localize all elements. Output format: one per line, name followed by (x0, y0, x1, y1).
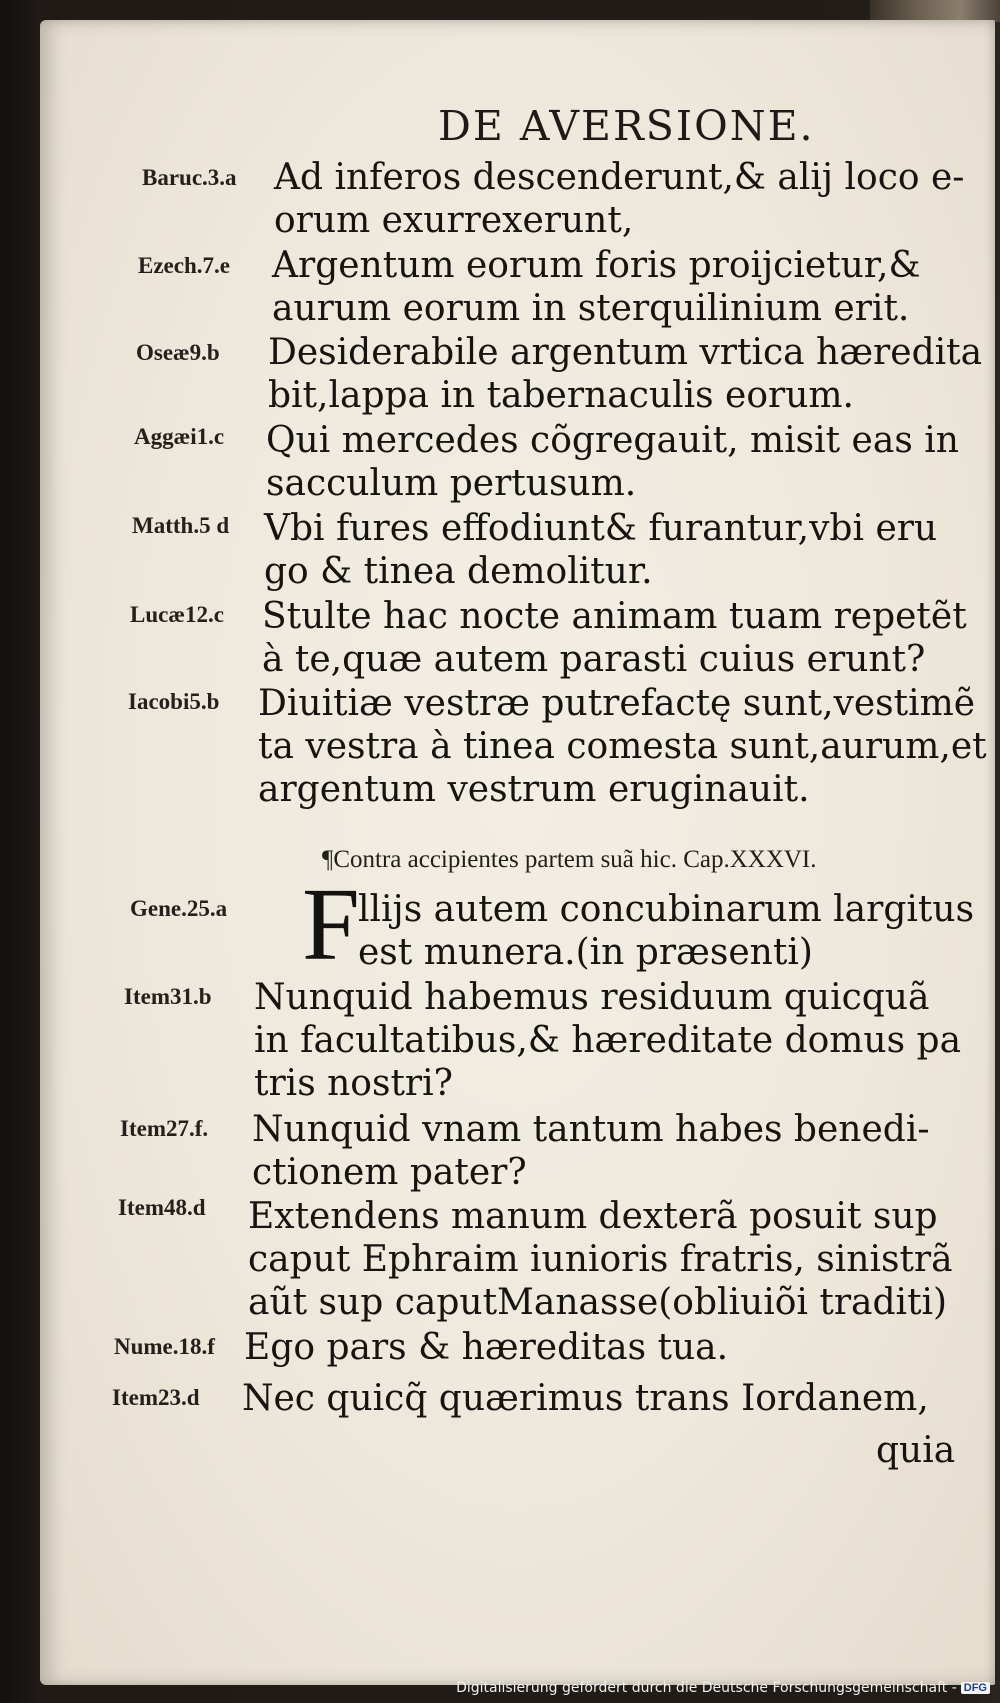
digitization-credit (456, 1678, 990, 1698)
scripture-reference: Aggæi1.c (134, 424, 225, 449)
entry-text: Argentum eorum foris proijcietur,& aurum eorum in sterquilinium erit. (272, 245, 921, 329)
entry-text: Ad inferos descenderunt,& alij loco e- orum exurrexerunt, (274, 157, 965, 241)
entry-text: Extendens manum dexterã posuit sup caput Ephraim iunioris fratris, sinistrã aũt sup caputManasse(obliuiõi traditi) (248, 1196, 953, 1323)
scripture-reference: Gene.25.a (130, 896, 228, 921)
scripture-reference: Iacobi5.b (128, 689, 220, 714)
entry-text: Qui mercedes cõgregauit, misit eas in sacculum pertusum. (266, 420, 959, 504)
entry-text: Nunquid vnam tantum habes benedi- ctionem pater? (252, 1109, 930, 1193)
decorated-initial: F (302, 867, 360, 982)
scripture-reference: Item23.d (112, 1385, 200, 1410)
chapter-heading: ¶Contra accipientes partem suã hic. Cap.XXXVI. (322, 846, 817, 873)
scripture-reference: Lucæ12.c (130, 602, 224, 627)
scripture-reference: Item31.b (124, 984, 212, 1009)
entry-text: Stulte hac nocte animam tuam repetẽt à te,quæ autem parasti cuius erunt? (262, 596, 967, 680)
book-edge (870, 0, 1000, 22)
scripture-reference: Oseæ9.b (136, 340, 220, 365)
scripture-reference: Nume.18.f (114, 1334, 215, 1359)
entry-text: Nec quicq̃ quærimus trans Iordanem, (242, 1378, 929, 1419)
entry-text: Nunquid habemus residuum quicquã in facultatibus,& hæreditate domus pa tris nostri? (254, 977, 962, 1104)
scripture-reference: Baruc.3.a (142, 165, 237, 190)
catchword: quia (876, 1430, 956, 1471)
entry-text: Desiderabile argentum vrtica hæredita bit,lappa in tabernaculis eorum. (268, 332, 983, 416)
credit-text: Digitalisierung gefördert durch die Deutsche Forschungsgemeinschaft - (456, 1680, 957, 1696)
scripture-reference: Item27.f. (120, 1116, 209, 1141)
entry-text: Diuitiæ vestræ putrefactę sunt,vestimẽ ta vestra à tinea comesta sunt,aurum,et argentum vestrum eruginauit. (258, 683, 987, 810)
scripture-reference: Matth.5 d (132, 513, 230, 538)
entry-text: Ego pars & hæreditas tua. (244, 1327, 729, 1368)
entry-text: Vbi fures effodiunt& furantur,vbi eru go & tinea demolitur. (264, 508, 938, 592)
scripture-reference: Ezech.7.e (138, 253, 230, 278)
book-page (40, 20, 995, 1685)
entry-text: llijs autem concubinarum largitus est munera.(in præsenti) (358, 889, 975, 973)
scripture-reference: Item48.d (118, 1195, 206, 1220)
running-head: DE AVERSIONE. (438, 102, 815, 150)
dfg-logo: DFG (961, 1682, 990, 1694)
